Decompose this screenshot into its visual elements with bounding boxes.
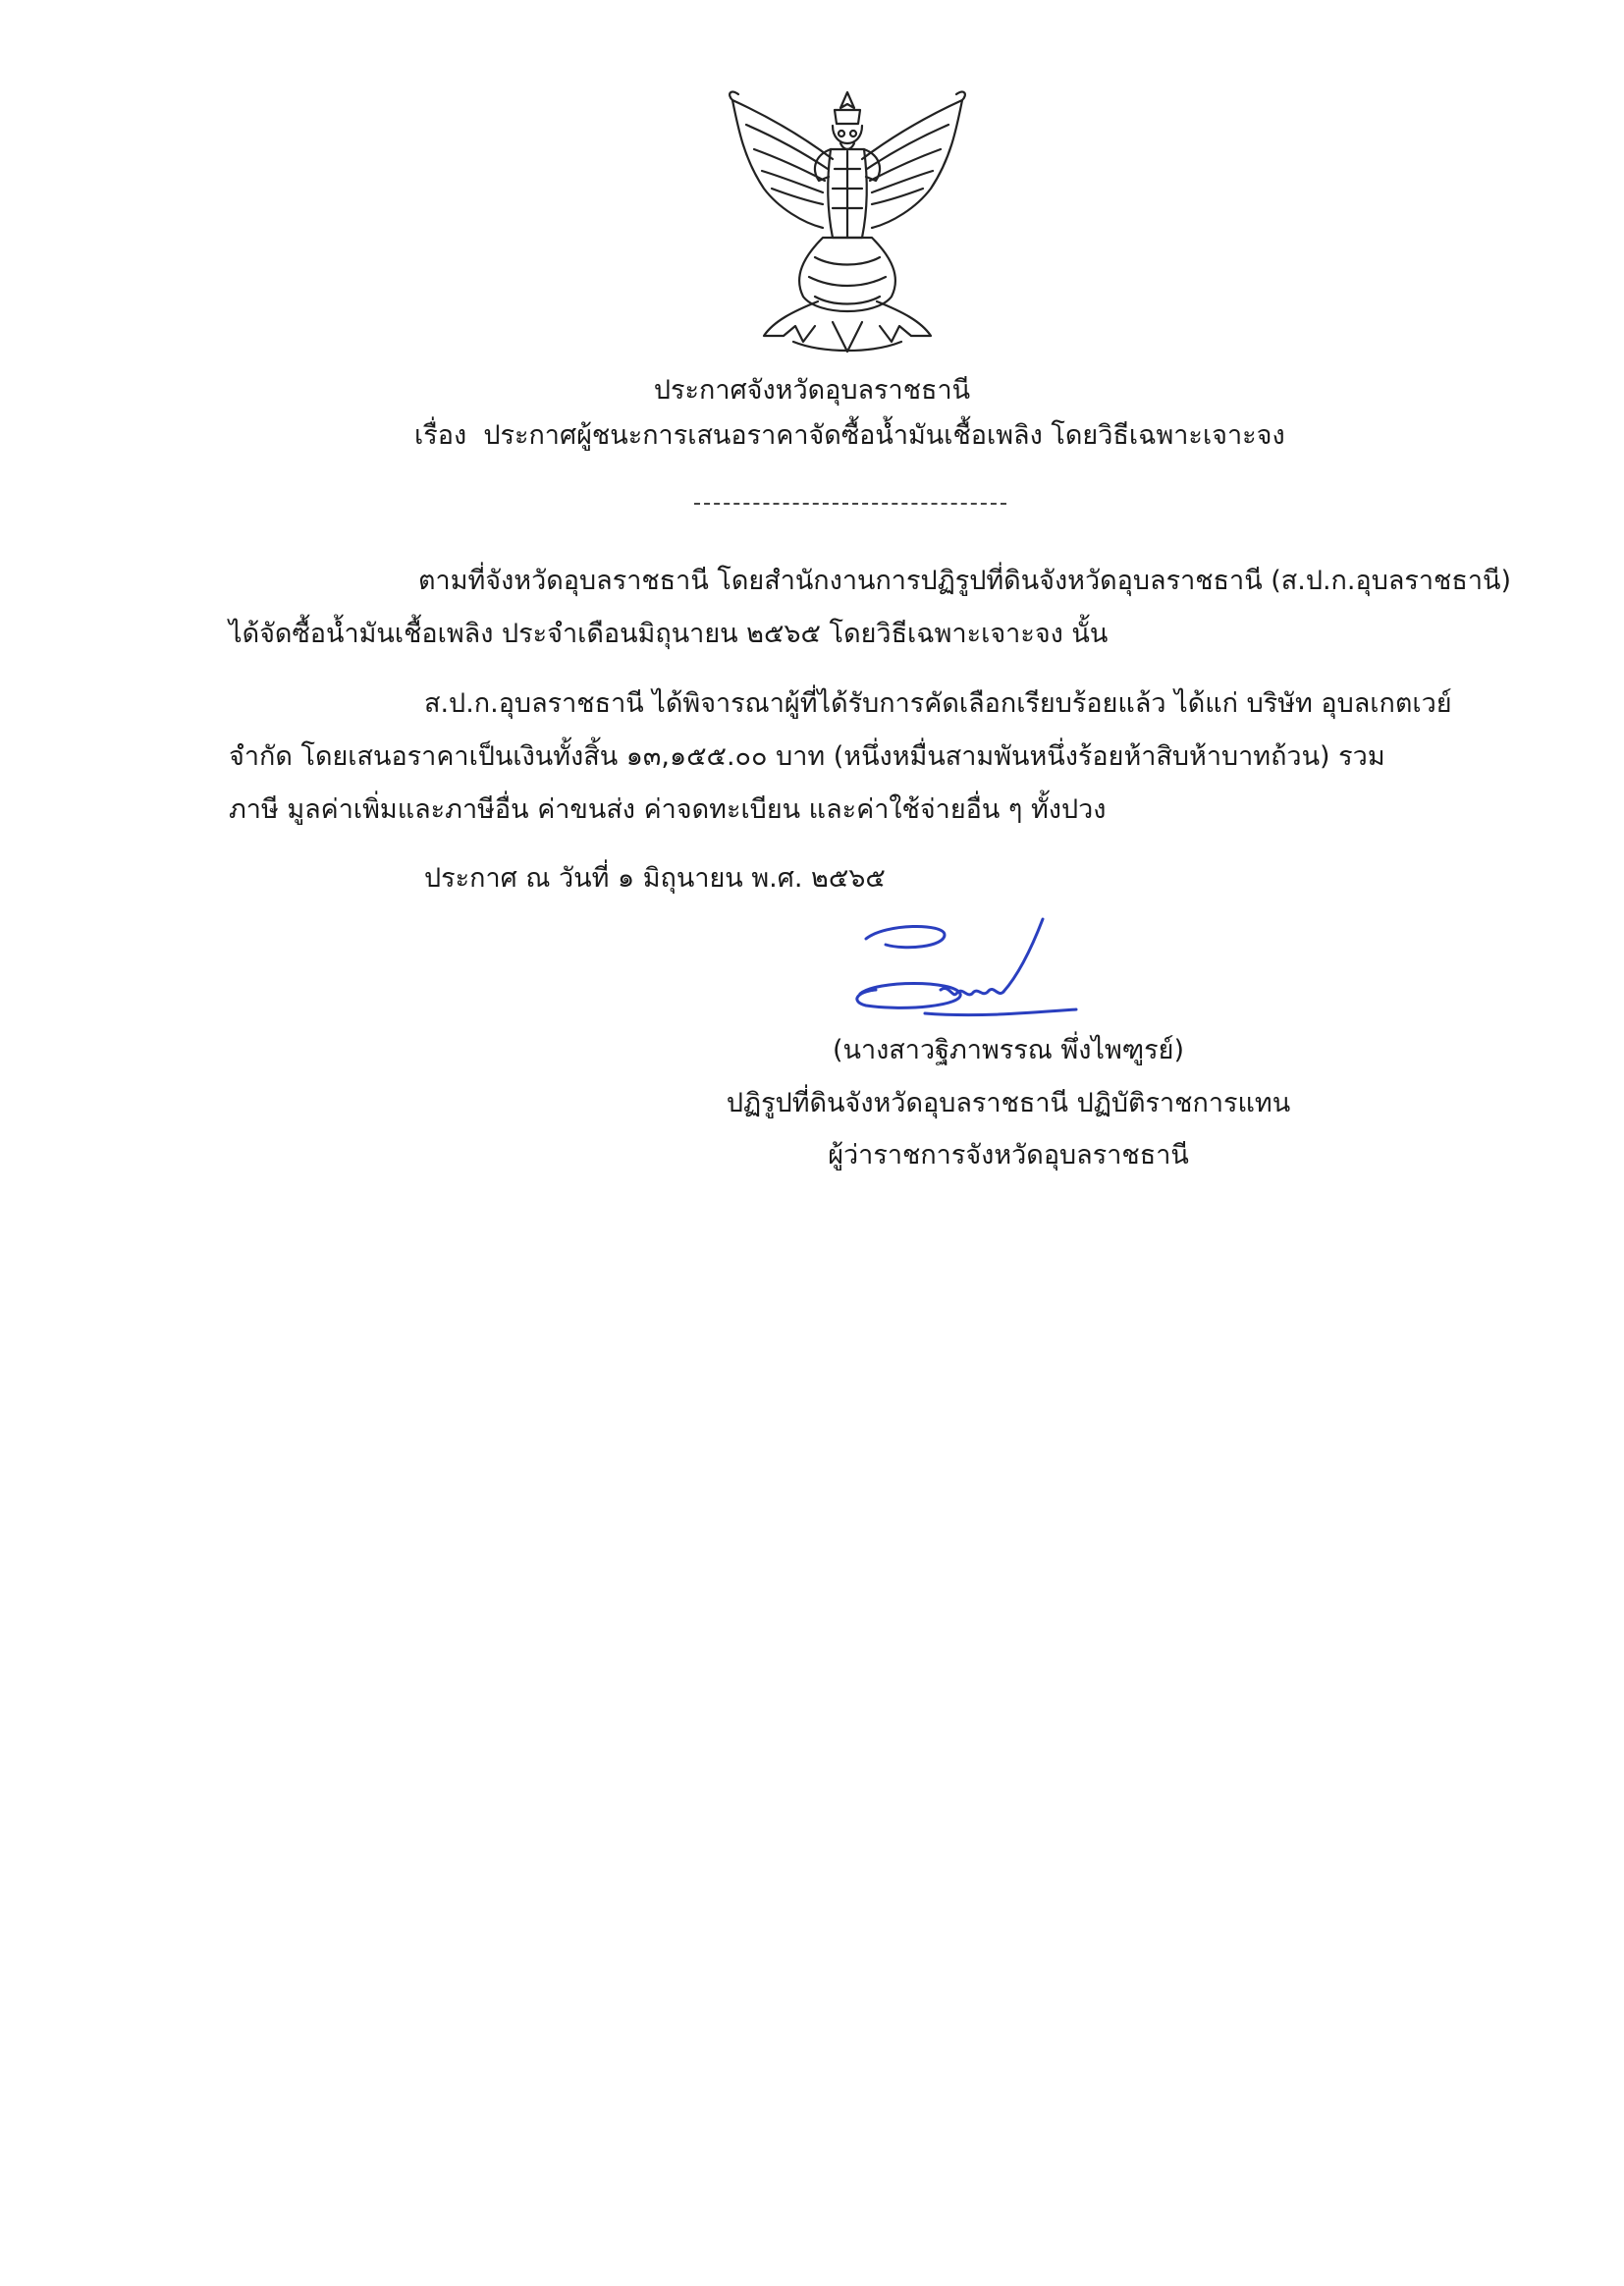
header-divider <box>694 503 1006 505</box>
para2-line3: ภาษี มูลค่าเพิ่มและภาษีอื่น ค่าขนส่ง ค่าจดทะเบียน และค่าใช้จ่ายอื่น ๆ ทั้งปวง <box>229 794 1107 825</box>
subject-label: เรื่อง <box>414 420 467 451</box>
para1-line2: ได้จัดซื้อน้ำมันเชื้อเพลิง ประจำเดือนมิถุนายน ๒๕๖๕ โดยวิธีเฉพาะเจาะจง นั้น <box>229 619 1109 649</box>
subject-line <box>414 416 1285 456</box>
handwritten-signature <box>846 915 1082 1035</box>
signatory-position-line2: ผู้ว่าราชการจังหวัดอุบลราชธานี <box>828 1140 1189 1170</box>
garuda-emblem-icon <box>725 90 970 357</box>
signatory-name: (นางสาวฐิภาพรรณ พึ่งไพฑูรย์) <box>832 1035 1185 1065</box>
subject-text: ประกาศผู้ชนะการเสนอราคาจัดซื้อน้ำมันเชื้อเพลิง โดยวิธีเฉพาะเจาะจง <box>483 420 1285 451</box>
para2-line1: ส.ป.ก.อุบลราชธานี ได้พิจารณาผู้ที่ได้รับการคัดเลือกเรียบร้อยแล้ว ได้แก่ บริษัท อุบลเกตเวย์ <box>424 688 1452 719</box>
para1-line1: ตามที่จังหวัดอุบลราชธานี โดยสำนักงานการปฏิรูปที่ดินจังหวัดอุบลราชธานี (ส.ป.ก.อุบลราชธานี) <box>418 566 1511 596</box>
para2-line2: จำกัด โดยเสนอราคาเป็นเงินทั้งสิ้น ๑๓,๑๕๕.๐๐ บาท (หนึ่งหมื่นสามพันหนึ่งร้อยห้าสิบห้าบาทถ้วน) รวม <box>229 741 1385 772</box>
announce-date: ประกาศ ณ วันที่ ๑ มิถุนายน พ.ศ. ๒๕๖๕ <box>424 863 886 894</box>
signatory-position-line1: ปฏิรูปที่ดินจังหวัดอุบลราชธานี ปฏิบัติราชการแทน <box>726 1088 1291 1118</box>
agency-title: ประกาศจังหวัดอุบลราชธานี <box>653 375 971 406</box>
